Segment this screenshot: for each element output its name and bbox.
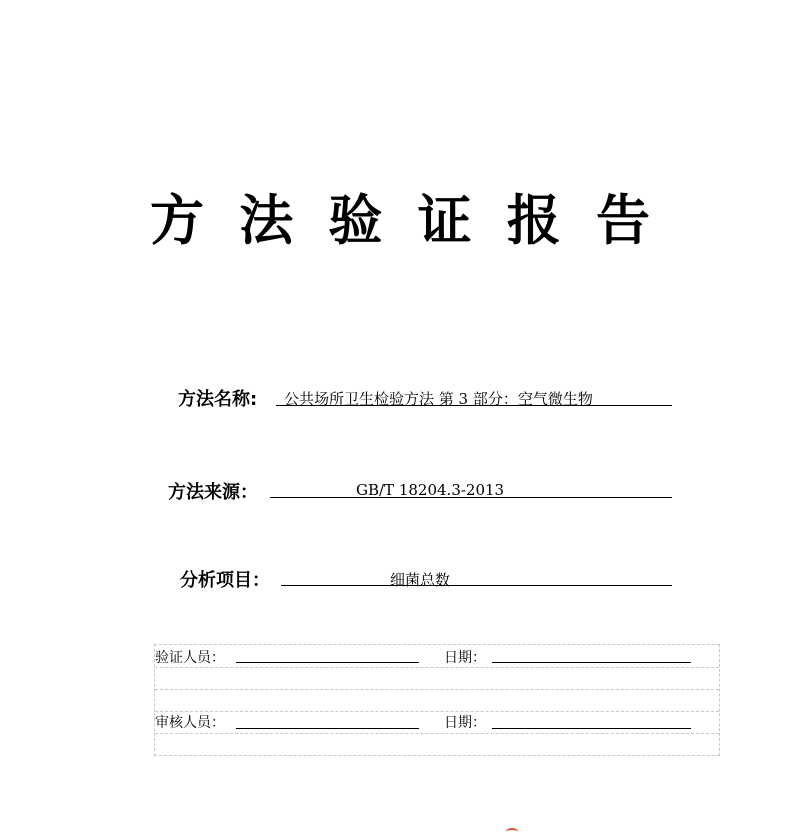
grid-line [155,689,719,690]
method-source-label: 方法来源： [168,482,258,503]
method-name-value[interactable]: 公共场所卫生检验方法 第 3 部分：空气微生物 [284,390,593,408]
title-char: 法 [239,189,294,252]
analysis-item-label: 分析项目： [180,570,270,591]
title-char: 告 [595,189,650,252]
grid-line [155,733,719,734]
verifier-date-label: 日期： [444,650,486,666]
verifier-label: 验证人员： [155,650,225,666]
red-mark [506,828,518,836]
title-char: 证 [417,189,472,252]
title-char: 验 [328,189,383,252]
method-name-label: 方法名称: [178,389,258,410]
reviewer-date-line[interactable] [492,728,691,729]
reviewer-date-label: 日期： [444,715,486,731]
title-char: 方 [150,189,204,252]
signature-grid [154,644,720,756]
method-source-value[interactable]: GB/T 18204.3-2013 [356,481,505,499]
grid-line [155,711,719,712]
title-char: 报 [506,189,561,252]
verifier-signature-line[interactable] [236,662,419,663]
verifier-date-line[interactable] [492,662,691,663]
report-title [150,186,650,256]
reviewer-signature-line[interactable] [236,728,419,729]
reviewer-label: 审核人员： [155,715,225,731]
grid-line [155,667,719,668]
analysis-item-value[interactable]: 细菌总数 [390,571,451,589]
analysis-item-underline [281,585,672,586]
